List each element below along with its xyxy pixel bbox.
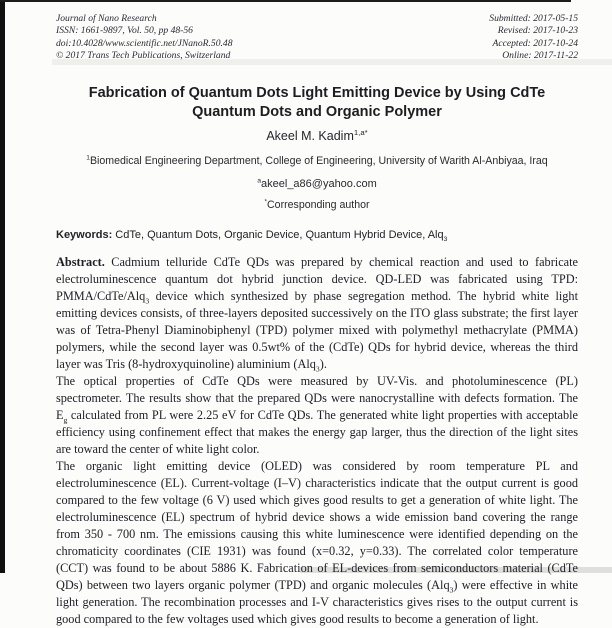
article-history-block <box>489 13 578 63</box>
keywords-label: Keywords: <box>56 228 113 241</box>
journal-info-block <box>56 13 233 63</box>
submitted-date: Submitted: 2017-05-15 <box>489 13 578 24</box>
abstract-section <box>56 254 578 628</box>
online-date: Online: 2017-11-22 <box>502 50 578 62</box>
journal-issn-volume: ISSN: 1661-9897, Vol. 50, pp 48-56 <box>56 25 193 37</box>
author-superscript: 1,a* <box>353 127 368 137</box>
email-superscript: a <box>257 176 262 184</box>
affiliation-text: Biomedical Engineering Department, College of Engineering, University of Warith Al-Anbiyaa, Iraq <box>89 154 548 167</box>
affiliation-line <box>56 155 578 167</box>
email-line <box>56 178 578 190</box>
abstract-paragraph-2: The optical properties of CdTe QDs were measured by UV-Vis. and photoluminescence (PL) spectrometer. The results show that the prepared QDs were nanocrystalline with defects formation. The $E_g$ calculated from PL were 2.25 eV for CdTe QDs. The generated white light properties with acceptable efficiency using confinement effect that makes the energy gap larger, thus the direction of the light sites are toward the center of white light color. <box>56 373 578 456</box>
corresponding-author-line <box>56 199 578 211</box>
journal-header <box>56 13 578 63</box>
accepted-date: Accepted: 2017-10-24 <box>492 37 578 49</box>
paper-page <box>56 0 578 626</box>
paper-title: Fabrication of Quantum Dots Light Emitting Device by Using CdTe Quantum Dots and Organic Polymer <box>88 84 546 120</box>
author-line <box>56 129 578 143</box>
abstract-paragraph-3: The organic light emitting device (OLED) was considered by room temperature PL and electroluminescence (EL). Current-voltage (I–V) characteristics indicate that the output current is good compared to the few voltage (6 V) used which gives good results to get a generation of white light. The electroluminescence (EL) spectrum of hybrid device shows a wide emission band covering the range from 350 - 700 nm. The emissions causing this white luminescence were identified depending on the chromaticity coordinates (CIE 1931) was found (x=0.32, y=0.33). The correlated color temperature (CCT) was found to be about 5886 K. Fabrication of EL-devices from semiconductors material (CdTe QDs) between two layers organic polymer (TPD) and organic molecules (Alq$_3$) were effective in white light generation. The recombination processes and I-V characteristics gives rises to the output current is good compared to the few voltages used which gives good results to become a generation of light. <box>56 458 578 626</box>
email-text: akeel_a86@yahoo.com <box>261 177 377 190</box>
corresponding-text: Corresponding author <box>267 198 370 211</box>
keywords-line <box>56 229 578 241</box>
journal-copyright: © 2017 Trans Tech Publications, Switzerland <box>56 50 231 62</box>
abstract-paragraph-1: Abstract. Cadmium telluride CdTe QDs was prepared by chemical reaction and used to fabricate electroluminescence quantum dot hybrid junction device. QD-LED was fabricated using TPD: PMMA/CdTe/Alq$_3$ device which synthesized by phase segregation method. The hybrid white light emitting devices consists, of three-layers deposited successively on the ITO glass substrate; the first layer was of Tetra-Phenyl Diaminobiphenyl (TPD) polymer mixed with polymethyl methacrylate (PMMA) polymers, while the second layer was 0.5wt% of the (CdTe) QDs for hybrid device, whereas the third layer was Tris (8-hydroxyquinoline) aluminium (Alq$_3$). <box>56 254 578 374</box>
keywords-text: CdTe, Quantum Dots, Organic Device, Quantum Hybrid Device, Alq$_3$ <box>112 228 448 243</box>
corresponding-superscript: * <box>264 198 268 206</box>
journal-name: Journal of Nano Research <box>56 13 157 24</box>
author-name: Akeel M. Kadim <box>266 128 354 143</box>
scan-edge-left <box>0 0 5 573</box>
affiliation-superscript: 1 <box>86 154 90 162</box>
journal-doi: doi:10.4028/www.scientific.net/JNanoR.50.48 <box>56 37 233 49</box>
revised-date: Revised: 2017-10-23 <box>497 25 578 37</box>
